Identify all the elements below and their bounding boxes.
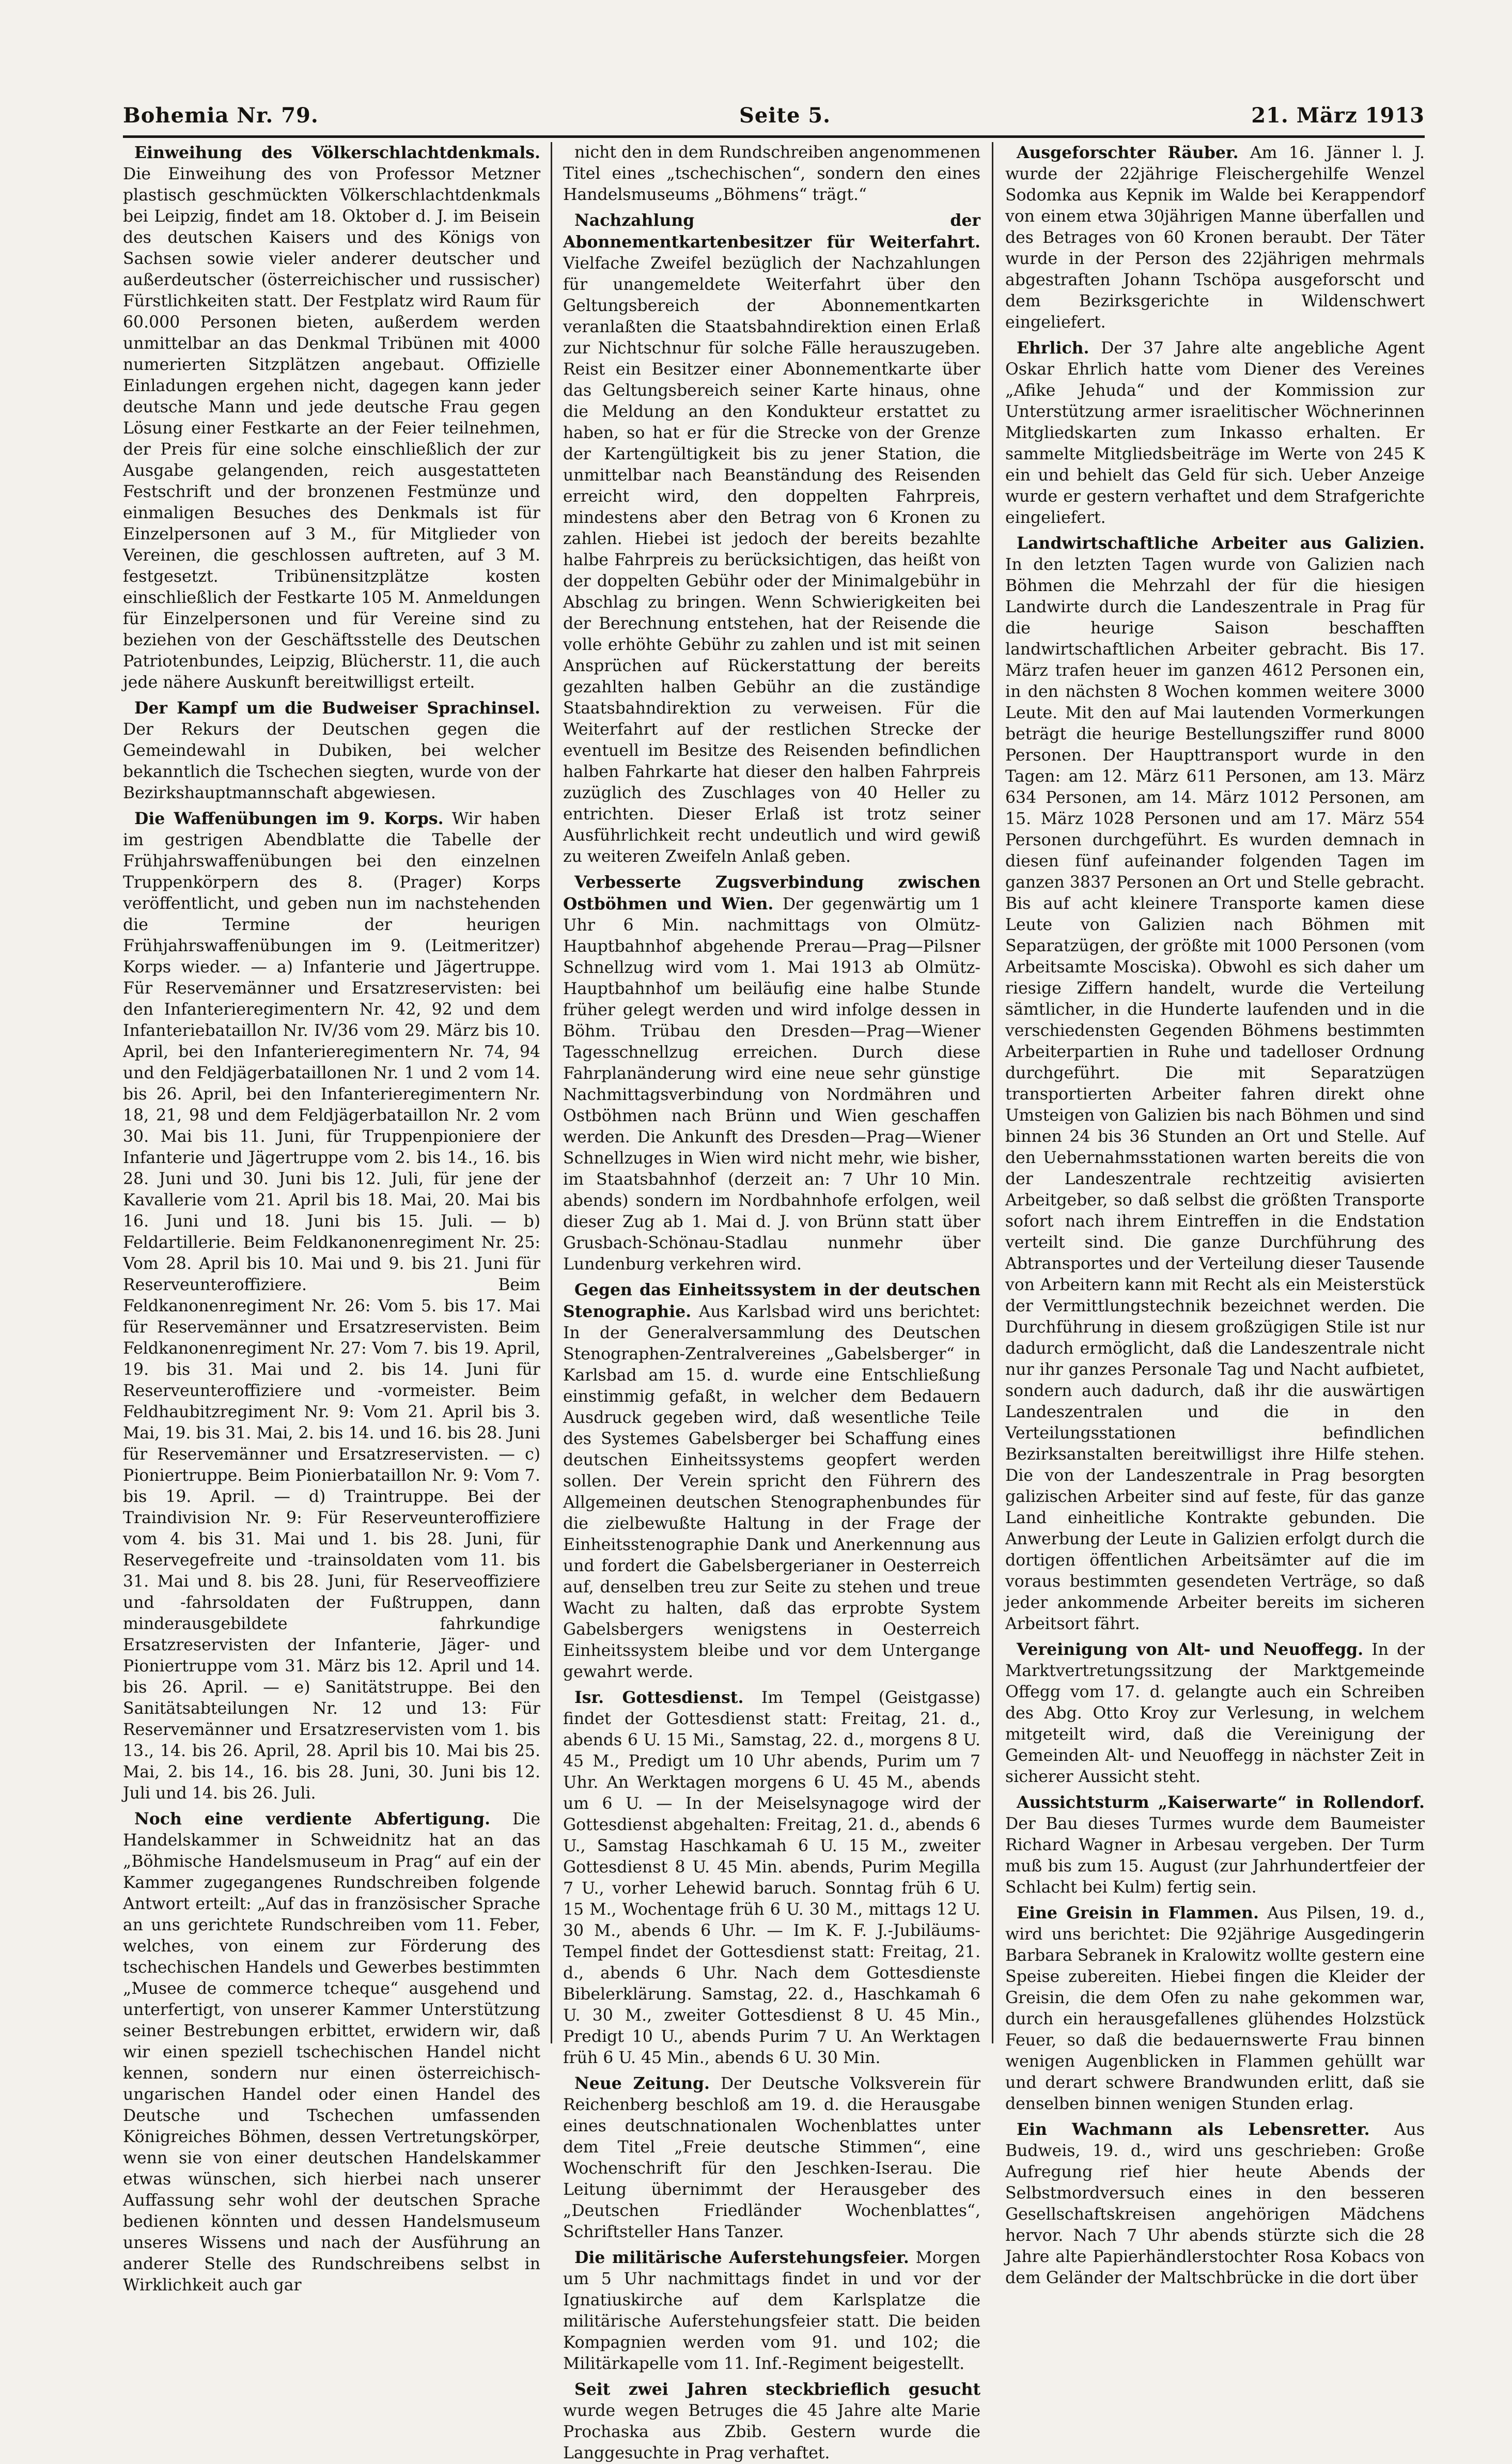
article-body: Aus Budweis, 19. d., wird uns geschrieben: Große Aufregung rief hier heute Abends der Selbstmordversuch eines in den besseren Gesellschaftskreisen angehörigen Mädchens hervor. Nach 7 Uhr abends stürzte sich die 28 Jahre alte Papierhändlerstochter Rosa Kobacs von dem Geländer der Maltschbrücke in die dort über	[1005, 2120, 1425, 2287]
article	[563, 872, 980, 1275]
column-divider-1	[551, 142, 552, 2043]
issue-date: 21. März 1913	[1251, 103, 1425, 128]
article	[123, 1808, 540, 2296]
article-body: Der Deutsche Volksverein für Reichenberg beschloß am 19. d. die Herausgabe eines deutschnationalen Wochenblattes unter dem Titel „Freie deutsche Stimmen“, eine Wochenschrift für den Jeschken-Iserau. Die Leitung übernimmt der Herausgeber des „Deutschen Friedländer Wochenblattes“, Schriftsteller Hans Tanzer.	[563, 2074, 981, 2241]
article-body: nicht den in dem Rundschreiben angenommenen Titel eines „tschechischen“, sondern den eines Handelsmuseums „Böhmens“ trägt.“	[563, 143, 980, 204]
article-headline: Einweihung des Völkerschlachtdenkmals.	[134, 143, 540, 162]
column-divider-2	[992, 142, 993, 2043]
article-headline: Verbesserte Zugsverbindung zwischen Ostböhmen und Wien.	[563, 873, 980, 913]
article-headline: Ehrlich.	[1017, 338, 1089, 358]
article-body: Der 37 Jahre alte angebliche Agent Oskar Ehrlich hatte vom Diener des Vereines „Afike Jehuda“ und der Kommission zur Unterstützung armer israelitischer Wöchnerinnen Mitgliedskarten zum Inkasso erhalten. Er sammelte Mitgliedsbeiträge im Werte von 245 K ein und behielt das Geld für sich. Ueber Anzeige wurde er gestern verhaftet und dem Strafgerichte eingeliefert.	[1005, 339, 1425, 527]
article-headline: Ein Wachmann als Lebensretter.	[1017, 2120, 1370, 2139]
article	[1005, 2119, 1425, 2289]
column-2	[563, 142, 981, 2462]
article-body: Am 16. Jänner l. J. wurde der 22jährige Fleischergehilfe Wenzel Sodomka aus Kepnik im Walde bei Kerappendorf von einem etwa 30jährigen Manne überfallen und des Betrages von 60 Kronen beraubt. Der Täter wurde in der Person des 22jährigen mehrmals abgestraften Johann Tschöpa ausgeforscht und dem Bezirksgerichte in Wildenschwert eingeliefert.	[1005, 144, 1425, 332]
column-1	[123, 142, 540, 2295]
article-headline: Gegen das Einheitssystem in der deutschen Stenographie.	[563, 1280, 980, 1321]
article	[1005, 337, 1425, 529]
article-headline: Der Kampf um die Budweiser Sprachinsel.	[134, 699, 540, 718]
column-3	[1005, 142, 1425, 2287]
article-body: Morgen um 5 Uhr nachmittags findet in und vor der Ignatiuskirche auf dem Karlsplatze die militärische Auferstehungsfeier statt. Die beiden Kompagnien werden vom 91. und 102; die Militärkapelle vom 11. Inf.-Regiment beigestellt.	[563, 2249, 980, 2373]
article	[563, 2379, 980, 2464]
article-body: Die Einweihung des von Professor Metzner plastisch geschmückten Völkerschlachtdenkmals bei Leipzig, findet am 18. Oktober d. J. im Beisein des deutschen Kaisers und des Königs von Sachsen sowie vieler anderer deutscher und außerdeutscher (österreichischer und russischer) Fürstlichkeiten statt. Der Festplatz wird Raum für 60.000 Personen bieten, außerdem werden unmittelbar an das Denkmal Tribünen mit 4000 numerierten Sitzplätzen angebaut. Offizielle Einladungen ergehen nicht, dagegen kann jeder deutsche Mann und jede deutsche Frau gegen Lösung einer Festkarte an der Feier teilnehmen, der Preis für eine solche einschließlich der zur Ausgabe gelangenden, reich ausgestatteten Festschrift und der bronzenen Festmünze und einmaligen Besuches des Denkmals ist für Einzelpersonen auf 3 M., für Mitglieder von Vereinen, die geschlossen auftreten, auf 3 M. festgesetzt. Tribünensitzplätze kosten einschließlich der Festkarte 105 M. Anmeldungen für Einzelpersonen und für Vereine sind zu beziehen von der Geschäftsstelle des Deutschen Patriotenbundes, Leipzig, Blücherstr. 11, die auch jede nähere Auskunft bereitwilligst erteilt.	[123, 165, 540, 692]
article-body: Aus Karlsbad wird uns berichtet: In der Generalversammlung des Deutschen Stenographen-Zentralvereines „Gabelsberger“ in Karlsbad am 15. d. wurde eine Entschließung einstimmig gefaßt, in welcher dem Bedauern Ausdruck gegeben wird, daß wesentliche Teile des Systemes Gabelsberger bei Schaffung eines deutschen Einheitssystems geopfert werden sollen. Der Verein spricht den Führern des Allgemeinen deutschen Stenographenbundes für die zielbewußte Haltung in der Frage der Einheitsstenographie Dank und Anerkennung aus und fordert die Gabelsbergerianer in Oesterreich auf, denselben treu zur Seite zu stehen und treue Wacht zu halten, daß das erprobte System Gabelsbergers wenigstens in Oesterreich Einheitssystem bleibe und vor dem Untergange gewahrt werde.	[563, 1303, 980, 1681]
article-headline: Eine Greisin in Flammen.	[1017, 1903, 1259, 1923]
article-body: Wir haben im gestrigen Abendblatte die Tabelle der Frühjahrswaffenübungen bei den einzelnen Truppenkörpern des 8. (Prager) Korps veröffentlicht, und geben nun im nachstehenden die Termine der heurigen Frühjahrswaffenübungen im 9. (Leitmeritzer) Korps wieder. — a) Infanterie und Jägertruppe. Für Reservemänner und Ersatzreservisten: bei den Infanterieregimentern Nr. 42, 92 und dem Infanteriebataillon Nr. IV/36 vom 29. März bis 10. April, bei den Infanterieregimentern Nr. 74, 94 und den Feldjägerbataillonen Nr. 1 und 2 vom 14. bis 26. April, bei den Infanterieregimentern Nr. 18, 21, 98 und dem Feldjägerbataillon Nr. 2 vom 30. Mai bis 11. Juni, für Truppenpioniere der Infanterie und Jägertruppe vom 2. bis 14., 16. bis 28. Juni und 30. Juni bis 12. Juli, für jene der Kavallerie vom 21. April bis 18. Mai, 20. Mai bis 16. Juni und 18. Juni bis 15. Juli. — b) Feldartillerie. Beim Feldkanonenregiment Nr. 25: Vom 28. April bis 10. Mai und 9. bis 21. Juni für Reserveunteroffiziere. Beim Feldkanonenregiment Nr. 26: Vom 5. bis 17. Mai für Reservemänner und Ersatzreservisten. Beim Feldkanonenregiment Nr. 27: Vom 7. bis 19. April, 19. bis 31. Mai und 2. bis 14. Juni für Reserveunteroffiziere und -vormeister. Beim Feldhaubitzregiment Nr. 9: Vom 21. April bis 3. Mai, 19. bis 31. Mai, 2. bis 14. und 16. bis 28. Juni für Reservemänner und Ersatzreservisten. — c) Pioniertruppe. Beim Pionierbataillon Nr. 9: Vom 7. bis 19. April. — d) Traintruppe. Bei der Traindivision Nr. 9: Für Reserveunteroffiziere vom 4. bis 31. Mai und 1. bis 28. Juni, für Reservegefreite und -trainsoldaten vom 11. bis 31. Mai und 8. bis 28. Juni, für Reserveoffiziere und -fahrsoldaten der Fußtruppen, dann minderausgebildete fahrkundige Ersatzreservisten der Infanterie, Jäger- und Pioniertruppe vom 31. März bis 12. April und 14. bis 26. April. — e) Sanitätstruppe. Bei den Sanitätsabteilungen Nr. 12 und 13: Für Reservemänner und Ersatzreservisten vom 1. bis 13., 14. bis 26. April, 28. April bis 10. Mai bis 25. Mai, 2. bis 14., 16. bis 28. Juni, 30. Juni bis 12. Juli und 14. bis 26. Juli.	[123, 810, 540, 1803]
article	[123, 142, 540, 693]
article	[1005, 1792, 1425, 1898]
article-body: wurde wegen Betruges die 45 Jahre alte Marie Prochaska aus Zbib. Gestern wurde die Langgesuchte in Prag verhaftet.	[563, 2401, 980, 2462]
paper-issue: Bohemia Nr. 79.	[123, 103, 319, 128]
article-body: Der Rekurs der Deutschen gegen die Gemeindewahl in Dubiken, bei welcher bekanntlich die Tschechen siegten, wurde von der Bezirkshauptmannschaft abgewiesen.	[123, 720, 540, 802]
article	[563, 142, 980, 206]
article	[1005, 1639, 1425, 1788]
article	[563, 2247, 980, 2375]
page-number: Seite 5.	[739, 103, 831, 128]
article	[563, 1687, 980, 2069]
article-headline: Aussichtsturm „Kaiserwarte“ in Rollendorf.	[1017, 1793, 1425, 1812]
article-body: Der Bau dieses Turmes wurde dem Baumeister Richard Wagner in Arbesau vergeben. Der Turm muß bis zum 15. August (zur Jahrhundertfeier der Schlacht bei Kulm) fertig sein.	[1005, 1815, 1425, 1897]
article	[1005, 142, 1425, 333]
article-body: Aus Pilsen, 19. d., wird uns berichtet: Die 92jährige Ausgedingerin Barbara Sebranek in Kralowitz wollte gestern eine Speise zubereiten. Hiebei fingen die Kleider der Greisin, die dem Ofen zu nahe gekommen war, durch ein herausgefallenes glühendes Holzstück Feuer, so daß die bedauernswerte Frau binnen wenigen Augenblicken in Flammen gehüllt war und derart schwere Brandwunden erlitt, daß sie denselben binnen wenigen Stunden erlag.	[1005, 1904, 1425, 2113]
article-headline: Die Waffenübungen im 9. Korps.	[134, 809, 444, 828]
article	[123, 698, 540, 804]
article-headline: Noch eine verdiente Abfertigung.	[134, 1809, 491, 1828]
article-headline: Landwirtschaftliche Arbeiter aus Galizien.	[1017, 534, 1425, 553]
article-body: Vielfache Zweifel bezüglich der Nachzahlungen für unangemeldete Weiterfahrt über den Geltungsbereich der Abonnementkarten veranlaßten die Staatsbahndirektion einen Erlaß zur Nichtschnur für solche Fälle herauszugeben. Reist ein Besitzer einer Abonnementkarte über das Geltungsbereich seiner Karte hinaus, ohne die Meldung an den Kondukteur erstattet zu haben, so hat er für die Strecke von der Grenze der Kartengültigkeit bis zu jener Station, die unmittelbar nach Beanständung des Reisenden erreicht wird, den doppelten Fahrpreis, mindestens aber den Betrag von 6 Kronen zu zahlen. Hiebei ist jedoch der bereits bezahlte halbe Fahrpreis zu berücksichtigen, das heißt von der doppelten Gebühr oder der Minimalgebühr in Abschlag zu bringen. Wenn Schwierigkeiten bei der Berechnung entstehen, hat der Reisende die volle erhöhte Gebühr zu zahlen und ist mit seinen Ansprüchen auf Rückerstattung der bereits gezahlten halben Gebühr an die zuständige Staatsbahndirektion zu verweisen. Für die Weiterfahrt auf der restlichen Strecke der eventuell im Besitze des Reisenden befindlichen halben Fahrkarte hat dieser den halben Fahrpreis zuzüglich des Zuschlages von 40 Heller zu entrichten. Dieser Erlaß ist trotz seiner Ausführlichkeit recht undeutlich und wird gewiß zu weiteren Zweifeln Anlaß geben.	[563, 254, 980, 866]
article-headline: Neue Zeitung.	[574, 2074, 710, 2093]
article-headline: Ausgeforschter Räuber.	[1017, 143, 1239, 162]
article-body: Der gegenwärtig um 1 Uhr 6 Min. nachmittags von Olmütz-Hauptbahnhof abgehende Prerau—Prag—Pilsner Schnellzug wird vom 1. Mai 1913 ab Olmütz-Hauptbahnhof um beiläufig eine halbe Stunde früher gelegt werden und wird infolge dessen in Böhm. Trübau den Dresden—Prag—Wiener Tagesschnellzug erreichen. Durch diese Fahrplanänderung wird eine neue sehr günstige Nachmittagsverbindung von Nordmähren und Ostböhmen nach Brünn und Wien geschaffen werden. Die Ankunft des Dresden—Prag—Wiener Schnellzuges in Wien wird nicht mehr, wie bisher, im Staatsbahnhof (derzeit an: 7 Uhr 10 Min. abends) sondern im Nordbahnhofe erfolgen, weil dieser Zug ab 1. Mai d. J. von Brünn statt über Grusbach-Schönau-Stadlau nunmehr über Lundenburg verkehren wird.	[563, 895, 980, 1274]
header-rule	[123, 135, 1425, 138]
article	[563, 210, 980, 867]
article	[563, 2073, 980, 2243]
article-headline: Seit zwei Jahren steckbrieflich gesucht	[574, 2380, 980, 2399]
article-headline: Vereinigung von Alt- und Neuoffegg.	[1017, 1640, 1364, 1659]
page-header	[123, 97, 1425, 133]
article	[1005, 533, 1425, 1635]
article	[123, 808, 540, 1804]
article-body: Im Tempel (Geistgasse) findet der Gottesdienst statt: Freitag, 21. d., abends 6 U. 15 Mi., Samstag, 22. d., morgens 8 U. 45 M., Predigt um 10 Uhr abends, Purim um 7 Uhr. An Werktagen morgens 6 U. 45 M., abends um 6 U. — In der Meiselsynagoge wird der Gottesdienst abgehalten: Freitag, 21. d., abends 6 U., Samstag Haschkamah 6 U. 15 M., zweiter Gottesdienst 8 U. 45 Min. abends, Purim Megilla 7 U., vorher Lehewid baruch. Sonntag früh 6 U. 15 M., Wochentage früh 6 U. 30 M., mittags 12 U. 30 M., abends 6 Uhr. — Im K. F. J.-Jubiläums-Tempel findet der Gottesdienst statt: Freitag, 21. d., abends 6 Uhr. Nach dem Gottesdienste Bibelerklärung. Samstag, 22. d., Haschkamah 6 U. 30 M., zweiter Gottesdienst 8 U. 45 Min., Predigt 10 U., abends Purim 7 U. An Werktagen früh 6 U. 45 Min., abends 6 U. 30 Min.	[563, 1688, 981, 2067]
article-headline: Isr. Gottesdienst.	[574, 1688, 744, 1707]
article-headline: Die militärische Auferstehungsfeier.	[574, 2248, 909, 2267]
article-headline: Nachzahlung der Abonnementkartenbesitzer für Weiterfahrt.	[563, 211, 980, 252]
article-body: Die Handelskammer in Schweidnitz hat an das „Böhmische Handelsmuseum in Prag“ auf ein der Kammer zugegangenes Rundschreiben folgende Antwort erteilt: „Auf das in französischer Sprache an uns gerichtete Rundschreiben vom 11. Feber, welches, von einem zur Förderung des tschechischen Handels und Gewerbes bestimmten „Musee de commerce tcheque“ ausgehend und unterfertigt, von unserer Kammer Unterstützung seiner Bestrebungen erbittet, erwidern wir, daß wir einen speziell tschechischen Handel nicht kennen, sondern nur einen österreichisch-ungarischen Handel oder einen Handel des Deutsche und Tschechen umfassenden Königreiches Böhmen, dessen Vertretungskörper, wenn sie von einer deutschen Handelskammer etwas wünschen, sich hierbei nach unserer Auffassung sehr wohl der deutschen Sprache bedienen könnten und dessen Handelsmuseum unseres Wissens und nach der Ausführung an anderer Stelle des Rundschreibens selbst in Wirklichkeit auch gar	[123, 1810, 540, 2295]
article	[563, 1279, 980, 1683]
article	[1005, 1902, 1425, 2115]
article-body: In den letzten Tagen wurde von Galizien nach Böhmen die Mehrzahl der für die hiesigen Landwirte durch die Landeszentrale in Prag für die heurige Saison beschafften landwirtschaftlichen Arbeiter gebracht. Bis 17. März trafen heuer im ganzen 4612 Personen ein, in den nächsten 8 Wochen kommen weitere 3000 Leute. Mit den auf Mai lautenden Vormerkungen beträgt die heurige Bestellungsziffer rund 8000 Personen. Der Haupttransport wurde in den Tagen: am 12. März 611 Personen, am 13. März 634 Personen, am 14. März 1012 Personen, am 15. März 1028 Personen und am 17. März 554 Personen durchgeführt. Es wurden demnach in diesen fünf aufeinander folgenden Tagen im ganzen 3837 Personen an Ort und Stelle gebracht. Bis auf acht kleinere Transporte kamen diese Leute von Galizien nach Böhmen mit Separatzügen, der größte mit 1000 Personen (vom Arbeitsamte Mosciska). Obwohl es sich daher um riesige Ziffern handelt, wurde die Verteilung sämtlicher, in die Hunderte laufenden und in die verschiedensten Gegenden Böhmens bestimmten Arbeiterpartien in Ruhe und tadelloser Ordnung durchgeführt. Die mit Separatzügen transportierten Arbeiter fahren direkt ohne Umsteigen von Galizien bis nach Böhmen und sind binnen 24 bis 36 Stunden an Ort und Stelle. Auf den Uebernahmsstationen warten bereits die von der Landeszentrale rechtzeitig avisierten Arbeitgeber, so daß selbst die größten Transporte sofort nach ihrem Eintreffen in die Endstation verteilt sind. Die ganze Durchführung des Abtransportes und der Verteilung dieser Tausende von Arbeitern kann mit Recht als ein Meisterstück der Vermittlungstechnik bezeichnet werden. Die Durchführung in diesem großzügigen Stile ist nur dadurch ermöglicht, daß die Landeszentrale nicht nur ihr ganzes Personale Tag und Nacht aufbietet, sondern auch dadurch, daß ihr die auswärtigen Landeszentralen und die in den Verteilungsstationen befindlichen Bezirksanstalten bereitwilligst ihre Hilfe stehen. Die von der Landeszentrale in Prag besorgten galizischen Arbeiter sind auf feste, für das ganze Land einheitliche Kontrakte gebunden. Die Anwerbung der Leute in Galizien erfolgt durch die dortigen öffentlichen Arbeitsämter auf die im voraus bestimmten gesendeten Verträge, so daß jeder ankommende Arbeiter bereits im sicheren Arbeitsort fährt.	[1005, 555, 1425, 1633]
article-body: In der Marktvertretungssitzung der Marktgemeinde Offegg vom 17. d. gelangte auch ein Schreiben des Abg. Otto Kroy zur Verlesung, in welchem mitgeteilt wird, daß die Vereinigung der Gemeinden Alt- und Neuoffegg in nächster Zeit in sicherer Aussicht steht.	[1005, 1640, 1425, 1786]
